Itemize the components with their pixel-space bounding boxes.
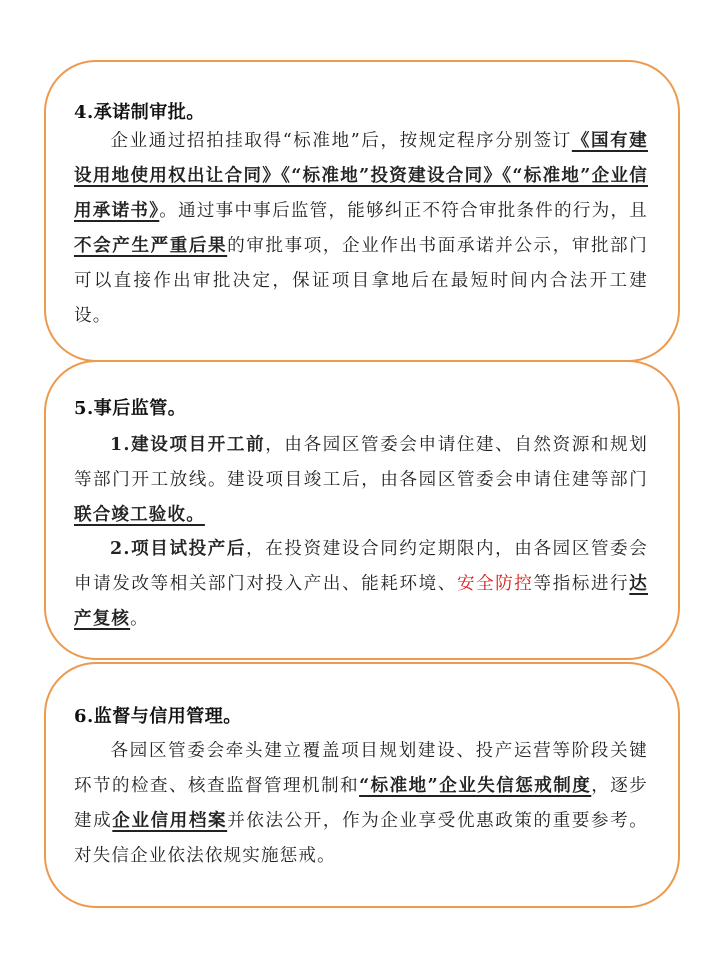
safety-control-highlight: 安全防控 — [456, 574, 534, 594]
text-run: 各园区管委会牵头建立覆盖项目规划建设、投产运营等阶段关键环节的检查、核查监督管理机制和 — [74, 741, 648, 796]
text-run: ，由各园区管委会申请住建、自然资源和规划等部门开工放线。建设项目竣工后，由各园区管委会申请住建等部门 — [74, 435, 648, 490]
text-run: ，逐步建成 — [74, 776, 648, 831]
section-paragraph — [74, 124, 648, 334]
text-run: 。通过事中事后监管，能够纠正不符合审批条件的行为，且 — [159, 201, 649, 221]
contract-names: 《国有建设用地使用权出让合同》《“标准地”投资建设合同》《“标准地”企业信用承诺书》 — [74, 131, 648, 221]
text-run: ，在投资建设合同约定期限内，由各园区管委会申请发改等相关部门对投入产出、能耗环境、 — [74, 539, 648, 594]
section-card-approval — [44, 60, 680, 362]
section-heading: 6.监督与信用管理。 — [74, 706, 242, 727]
text-run: 等指标进行 — [533, 574, 630, 594]
section-heading: 5.事后监管。 — [74, 398, 187, 419]
text-run: 企业通过招拍挂取得“标准地”后，按规定程序分别签订 — [110, 131, 572, 151]
text-run: 。 — [130, 609, 149, 629]
section-card-post-supervision — [44, 360, 680, 660]
text-run: 的审批事项，企业作出书面承诺并公示，审批部门可以直接作出审批决定，保证项目拿地后在最短时间内合法开工建设。 — [74, 236, 648, 326]
text-run: 并依法公开，作为企业享受优惠政策的重要参考。对失信企业依法依规实施惩戒。 — [74, 811, 648, 866]
item-lead: 2.项目试投产后 — [110, 539, 247, 559]
item-lead: 1.建设项目开工前 — [110, 435, 266, 455]
section-heading: 4.承诺制审批。 — [74, 102, 205, 123]
output-review: 达产复核 — [74, 574, 648, 629]
no-serious-consequence: 不会产生严重后果 — [74, 236, 228, 256]
credit-archive: 企业信用档案 — [112, 811, 228, 831]
joint-acceptance: 联合竣工验收。 — [74, 505, 205, 525]
section-paragraph — [74, 734, 648, 874]
section-card-credit-management — [44, 662, 680, 908]
section-paragraph — [74, 532, 648, 637]
dishonesty-punishment-system: “标准地”企业失信惩戒制度 — [359, 776, 592, 796]
section-paragraph — [74, 428, 648, 533]
